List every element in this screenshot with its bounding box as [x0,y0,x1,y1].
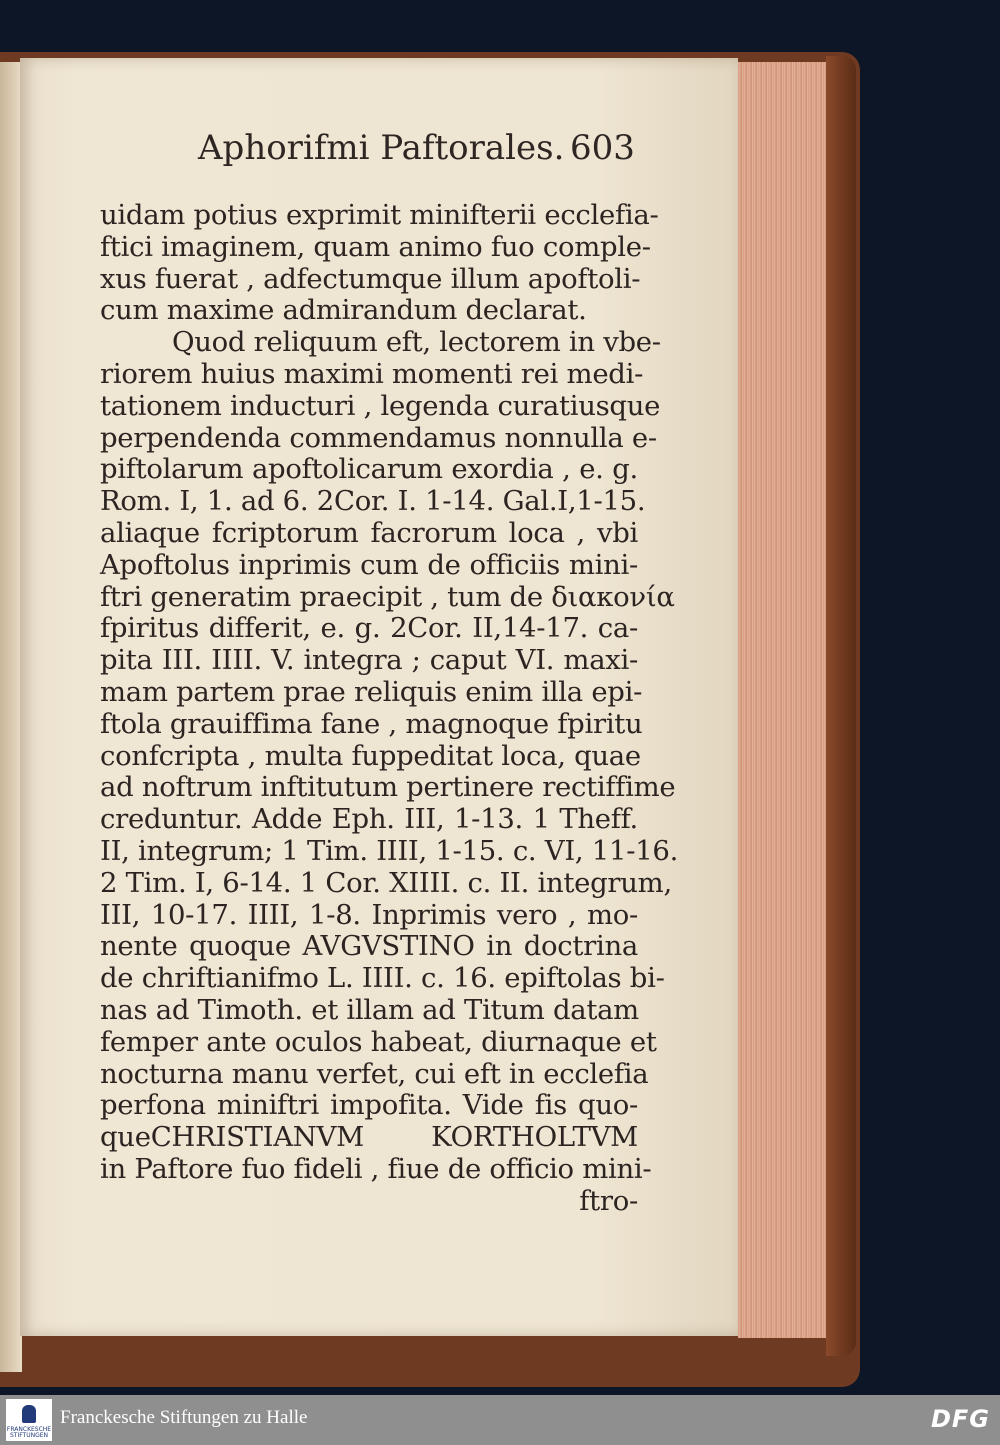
page-block-edges [738,62,826,1338]
text-line: III, 10-17. IIII, 1-8. Inprimis vero , mo- [100,898,638,931]
text-line: nocturna manu verfet, cui eft in ecclefia [100,1057,649,1090]
text-line: perfona miniftri impofita. Vide fis quo- [100,1089,638,1122]
institution-name[interactable]: Franckesche Stiftungen zu Halle [60,1407,308,1428]
text-line: mam partem prae reliquis enim illa epi- [100,675,643,708]
text-line: nas ad Timoth. et illam ad Titum datam [100,993,639,1026]
text-line: ad noftrum inftitutum pertinere rectiffime [100,771,676,804]
text-line: femper ante oculos habeat, diurnaque et [100,1025,657,1058]
facing-page-edge [0,62,22,1372]
institution-logo[interactable] [6,1399,52,1441]
text-line: II, integrum; 1 Tim. IIII, 1-15. c. VI, 11-16. [100,834,679,867]
text-line: creduntur. Adde Eph. III, 1-13. 1 Theff. [100,803,638,836]
text-line: xus fuerat , adfectumque illum apoftoli- [100,262,641,295]
text-line: Apoftolus inprimis cum de officiis mini- [100,548,638,581]
text-line: Rom. I, 1. ad 6. 2Cor. I. 1-14. Gal.I,1-15. [100,485,646,518]
cover-fore-edge [826,56,856,1356]
text-line: piftolarum apoftolicarum exordia , e. g. [100,453,638,486]
running-title: Aphorifmi Paftorales. [198,128,565,168]
text-line: aliaque fcriptorum facrorum loca , vbi [100,516,638,549]
text-line: confcripta , multa fuppeditat loca, quae [100,739,641,772]
page-number: 603 [570,128,635,168]
dfg-logo[interactable]: DFG [930,1405,990,1433]
viewer-footer [0,1395,1000,1445]
text-line: Quod reliquum eft, lectorem in vbe- [172,326,661,359]
text-line: uidam potius exprimit minifterii ecclefia- [100,199,659,231]
text-line: nente quoque AVGVSTINO in doctrina [100,930,638,963]
text-line: queCHRISTIANVM KORTHOLTVM [100,1121,638,1154]
text-line: de chriftianifmo L. IIII. c. 16. epiftolas bi- [100,962,665,995]
text-line: in Paftore fuo fideli , fiue de officio mini- [100,1152,652,1185]
logo-label: FRANCKESCHE STIFTUNGEN [6,1426,52,1439]
text-line: ftri generatim praecipit , tum de διακονία [100,580,675,613]
text-line: pita III. IIII. V. integra ; caput VI. maxi- [100,644,638,677]
text-line: ftola grauiffima fane , magnoque fpiritu [100,707,643,740]
running-head [198,128,638,178]
text-line: 2 Tim. I, 6-14. 1 Cor. XIIII. c. II. integrum, [100,866,672,899]
text-line: cum maxime admirandum declarat. [100,294,587,327]
page-text [100,199,679,1218]
text-line: tationem inducturi , legenda curatiusque [100,389,661,422]
catchword: ftro- [579,1184,638,1217]
orphan-figure-icon [22,1405,36,1423]
text-line: fpiritus differit, e. g. 2Cor. II,14-17. ca- [100,612,638,645]
text-line: ftici imaginem, quam animo fuo comple- [100,230,651,263]
text-line: riorem huius maximi momenti rei medi- [100,357,644,390]
text-line: perpendenda commendamus nonnulla e- [100,421,657,454]
